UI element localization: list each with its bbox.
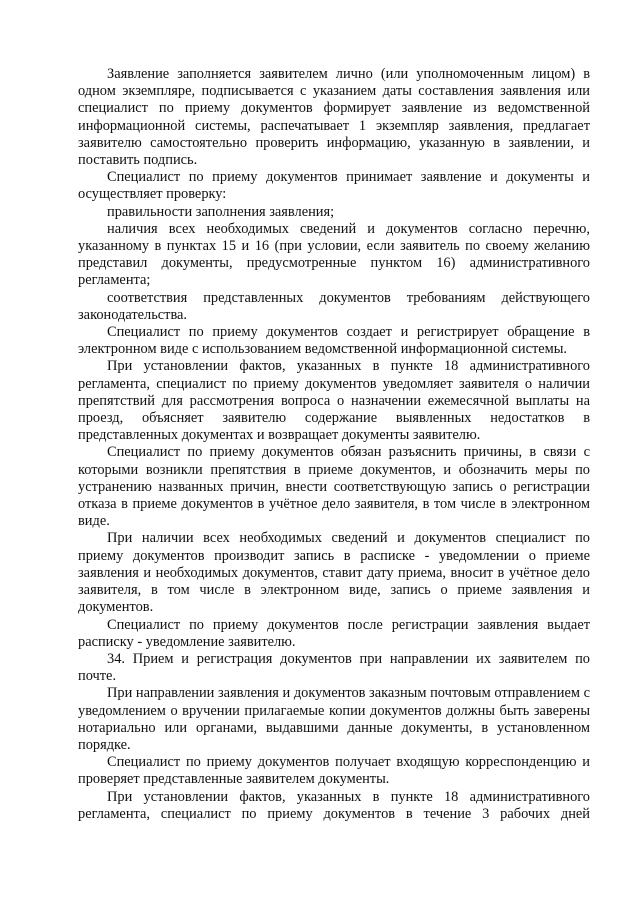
paragraph-receipt-issue: Специалист по приему документов после регистрации заявления выдает расписку - уведомление заявителю.	[78, 616, 590, 650]
document-page	[78, 66, 590, 823]
paragraph-receipt-entry: При наличии всех необходимых сведений и документов специалист по приему документов производит запись в расписке - уведомлении о приеме заявления и необходимых документов, ставит дату приема, вносит в учётное дело заявителя, в том числе в электронном виде, запись о приеме заявления и документов.	[78, 530, 590, 616]
paragraph-incoming-mail: Специалист по приему документов получает входящую корреспонденцию и проверяет представленные заявителем документы.	[78, 754, 590, 788]
paragraph-section-34-heading: 34. Прием и регистрация документов при направлении их заявителем по почте.	[78, 650, 590, 685]
paragraph-refusal-explanation: Специалист по приему документов обязан разъяснить причины, в связи с которыми возникли препятствия в приеме документов, и обозначить меры по устранению названных причин, внести соответствующую запись о регистрации отказа в приеме документов в учётное дело заявителя, в том числе в электронном виде.	[78, 444, 590, 530]
paragraph-postal-obstacles: При установлении фактов, указанных в пункте 18 административного регламента, специалист по приему документов в течение 3 рабочих дней	[78, 788, 590, 822]
paragraph-application-filling: Заявление заполняется заявителем лично (или уполномоченным лицом) в одном экземпляре, подписывается с указанием даты составления заявления или специалист по приему документов формирует заявление из ведомственной информационной системы, распечатывает 1 экземпляр заявления, предлагает заявителю самостоятельно проверить информацию, указанную в заявлении, и поставить подпись.	[78, 66, 590, 169]
paragraph-acceptance-check: Специалист по приему документов принимает заявление и документы и осуществляет проверку:	[78, 169, 590, 203]
paragraph-check-correctness: правильности заполнения заявления;	[107, 203, 335, 220]
paragraph-electronic-registration: Специалист по приему документов создает и регистрирует обращение в электронном виде с использованием ведомственной информационной системы.	[78, 324, 590, 358]
paragraph-obstacles-notice: При установлении фактов, указанных в пункте 18 административного регламента, специалист по приему документов уведомляет заявителя о наличии препятствий для рассмотрения вопроса о назначении ежемесячной выплаты на проезд, объясняет заявителю содержание выявленных недостатков в представленных документах и возвращает документы заявителю.	[78, 358, 590, 444]
paragraph-check-completeness: наличия всех необходимых сведений и документов согласно перечню, указанному в пунктах 15 и 16 (при условии, если заявитель по своему желанию представил документы, предусмотренные пунктом 16) административного регламента;	[78, 220, 590, 289]
paragraph-check-compliance: соответствия представленных документов требованиям действующего законодательства.	[78, 289, 590, 323]
paragraph-postal-submission: При направлении заявления и документов заказным почтовым отправлением с уведомлением о вручении прилагаемые копии документов должны быть заверены нотариально или органами, выдавшими данные документы, в установленном порядке.	[78, 685, 590, 753]
